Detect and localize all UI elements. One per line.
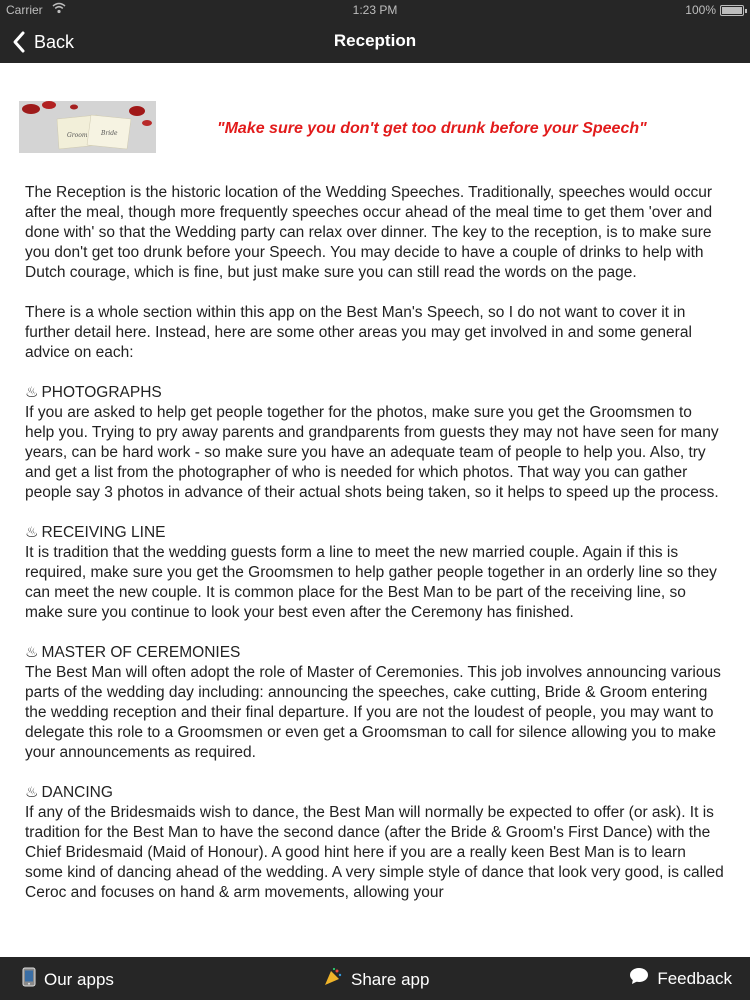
section-body: If you are asked to help get people together for the photos, make sure you get the Groomsmen to help you. Trying to pry away parents and grandparents from guests they may not have seen for many years, can be hard work - so make sure you have an adequate team of people to help you. Also, try and get a list from the photographer of who is needed for which photos. That way you can gather people say 3 photos in advance of their actual shots being taken, so it helps to speed up the process. (25, 404, 719, 501)
speech-bubble-icon (629, 967, 649, 990)
battery-percent: 100% (685, 3, 716, 17)
share-app-label: Share app (351, 969, 430, 989)
hot-springs-icon: ♨ (25, 784, 39, 801)
feedback-label: Feedback (657, 968, 732, 988)
section-title: DANCING (41, 784, 113, 801)
section-heading (25, 523, 725, 543)
section-title: RECEIVING LINE (41, 524, 166, 541)
intro-paragraph: There is a whole section within this app on the Best Man's Speech, so I do not want to cover it in further detail here. Instead, here are some other areas you may get involved in and some general advice on each: (25, 304, 692, 361)
back-label: Back (34, 31, 75, 52)
our-apps-label: Our apps (44, 969, 114, 989)
status-bar (0, 0, 750, 20)
section-body: It is tradition that the wedding guests form a line to meet the new married couple. Again if this is required, make sure you get the Groomsmen to help gather people together in an orderly line so they can meet the new couple. It is common place for the Best Man to be part of the receiving line, so make sure you continue to look your best even after the Ceremony has finished. (25, 544, 717, 621)
carrier-label: Carrier (6, 3, 43, 17)
section-title: MASTER OF CEREMONIES (41, 644, 241, 661)
battery-icon (720, 5, 744, 16)
share-app-button[interactable] (323, 967, 429, 992)
navigation-bar (0, 20, 750, 63)
section-body: If any of the Bridesmaids wish to dance, the Best Man will normally be expected to offer (or ask). It is tradition for the Best Man to have the second dance (after the Bride & Groom's First Dance) with the Chief Bridesmaid (Maid of Honour). A good hint here if you are a really keen Best Man is to learn some kind of dancing ahead of the wedding. A very simple style of dance that look very good, is called Ceroc and focuses on hand & arm movements, allowing your (25, 804, 724, 901)
section-heading (25, 643, 725, 663)
section-body: The Best Man will often adopt the role of Master of Ceremonies. This job involves announcing various parts of the wedding day including: announcing the speeches, cake cutting, Bride & Groom entering the wedding reception and their final departure. If you are not the loudest of people, you may want to delegate this role to a Groomsmen or even get a Groomsman to call for silence allowing you to make your announcements as required. (25, 664, 721, 761)
section-heading (25, 383, 725, 403)
place-cards-image (19, 101, 156, 153)
phone-icon (22, 967, 36, 992)
bride-card-text: Bride (101, 130, 118, 137)
our-apps-button[interactable] (22, 967, 114, 992)
hot-springs-icon: ♨ (25, 644, 39, 661)
bottom-toolbar (0, 957, 750, 1000)
hot-springs-icon: ♨ (25, 384, 39, 401)
feedback-button[interactable] (629, 967, 732, 990)
section-heading (25, 783, 725, 803)
hot-springs-icon: ♨ (25, 524, 39, 541)
page-title: Reception (333, 31, 417, 50)
article-content[interactable] (0, 63, 750, 957)
party-popper-icon (323, 967, 343, 992)
header-quote: "Make sure you don't get too drunk before your Speech" (217, 120, 647, 137)
status-time: 1:23 PM (352, 3, 398, 17)
section-title: PHOTOGRAPHS (41, 384, 162, 401)
intro-paragraph: The Reception is the historic location of the Wedding Speeches. Traditionally, speeches would occur after the meal, though more frequently speeches occur ahead of the meal time to get them 'over and done with' so that the Wedding party can relax over dinner. The key to the reception, is to make sure you don't get too drunk before your Speech. You may decide to have a couple of drinks to help with Dutch courage, which is fine, but just make sure you can still read the words on the page. (25, 184, 713, 281)
article-header (25, 63, 725, 183)
groom-card-text: Groom (67, 132, 88, 139)
